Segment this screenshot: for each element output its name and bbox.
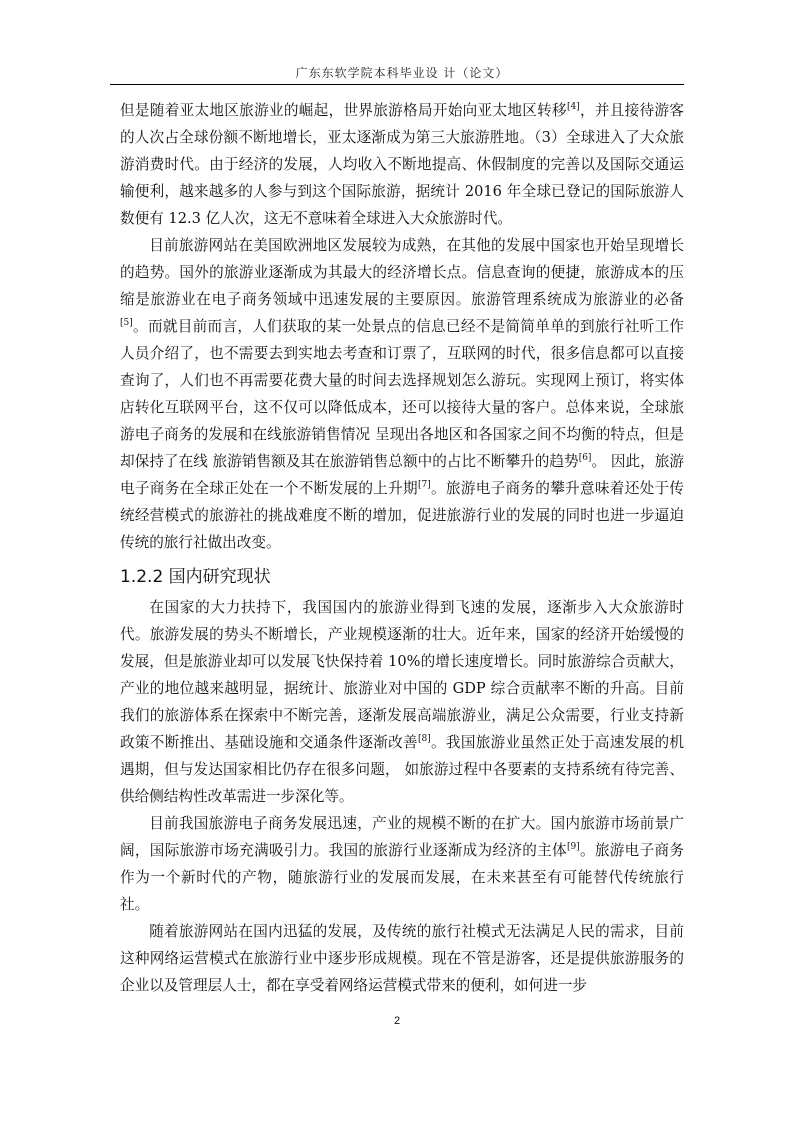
paragraph-3-text-b: 。我国旅游业虽然正处于高速发展的机遇期，但与发达国家相比仍存在很多问题， 如旅游过程中各要素的支持系统有待完善、供给侧结构性改革需进一步深化等。: [120, 734, 684, 805]
paragraph-3: [120, 594, 684, 810]
header-divider: [110, 84, 684, 85]
paragraph-1: [120, 97, 684, 232]
section-heading: 1.2.2 国内研究现状: [120, 567, 271, 587]
page-number: 2: [393, 1015, 401, 1027]
citation-7: [7]: [417, 480, 431, 491]
paragraph-2-text-d: 。旅游电子商务的攀升意味着还处于传统经营模式的旅游社的挑战难度不断的增加，促进旅游行业的发展的同时也进一步逼迫传统的旅行社做出改变。: [120, 480, 684, 551]
citation-9: [9]: [566, 842, 580, 853]
paragraph-5: [120, 918, 684, 999]
paragraph-5-text-a: 随着旅游网站在国内迅猛的发展，及传统的旅行社模式无法满足人民的需求，目前这种网络运营模式在旅游行业中逐步形成规模。现在不管是游客，还是提供旅游服务的企业以及管理层人士，都在享受着网络运营模式带来的便利，如何进一步: [120, 923, 684, 994]
paragraph-2-text-c: 。 因此，旅游电子商务在全球正处在一个不断发展的上升期: [120, 453, 684, 497]
paragraph-2-text-a: 目前旅游网站在美国欧洲地区发展较为成熟，在其他的发展中国家也开始呈现增长的趋势。国外的旅游业逐渐成为其最大的经济增长点。信息查询的便捷，旅游成本的压缩是旅游业在电子商务领域中迅速发展的主要原因。旅游管理系统成为旅游业的必备: [120, 237, 684, 308]
paragraph-1-text-b: ，并且接待游客的人次占全球份额不断地增长，亚太逐渐成为第三大旅游胜地。（3）全球进入了大众旅游消费时代。由于经济的发展，人均收入不断地提高、休假制度的完善以及国际交通运输便利，越来越多的人参与到这个国际旅游，据统计 2016 年全球已登记的国际旅游人数便有 12.3 亿人次，这无不意味着全球进入大众旅游时代。: [120, 102, 684, 227]
citation-8: [8]: [417, 734, 431, 745]
citation-4: [4]: [566, 102, 580, 113]
paragraph-2-text-b: 。而就目前而言，人们获取的某一处景点的信息已经不是简简单单的到旅行社听工作人员介绍了，也不需要去到实地去考查和订票了，互联网的时代，很多信息都可以直接查询了，人们也不再需要花费大量的时间去选择规划怎么游玩。实现网上预订，将实体店转化互联网平台，这不仅可以降低成本，还可以接待大量的客户。总体来说，全球旅游电子商务的发展和在线旅游销售情况 呈现出各地区和各国家之间不均衡的特点，但是却保持了在线 旅游销售额及其在旅游销售总额中的占比不断攀升的趋势: [120, 318, 684, 470]
citation-5: [5]: [120, 318, 133, 329]
paragraph-4-text-b: 。旅游电子商务作为一个新时代的产物，随旅游行业的发展而发展，在未来甚至有可能替代传统旅行社。: [120, 842, 684, 913]
paragraph-3-text-a: 在国家的大力扶持下，我国国内的旅游业得到飞速的发展，逐渐步入大众旅游时代。旅游发展的势头不断增长，产业规模逐渐的壮大。近年来，国家的经济开始缓慢的发展，但是旅游业却可以发展飞快保持着 10%的增长速度增长。同时旅游综合贡献大，产业的地位越来越明显，据统计、旅游业对中国的 GDP 综合贡献率不断的升高。目前我们的旅游体系在探索中不断完善，逐渐发展高端旅游业，满足公众需要，行业支持新政策不断推出、基础设施和交通条件逐渐改善: [120, 599, 684, 751]
document-body: [120, 97, 684, 999]
paragraph-1-text-a: 但是随着亚太地区旅游业的崛起，世界旅游格局开始向亚太地区转移: [120, 102, 567, 119]
citation-6: [6]: [578, 453, 592, 464]
paragraph-2: [120, 232, 684, 556]
paragraph-4: [120, 810, 684, 918]
running-header: 广东东软学院本科毕业设 计（论文）: [295, 66, 509, 80]
paragraph-4-text-a: 目前我国旅游电子商务发展迅速，产业的规模不断的在扩大。国内旅游市场前景广阔，国际旅游市场充满吸引力。我国的旅游行业逐渐成为经济的主体: [120, 815, 684, 859]
